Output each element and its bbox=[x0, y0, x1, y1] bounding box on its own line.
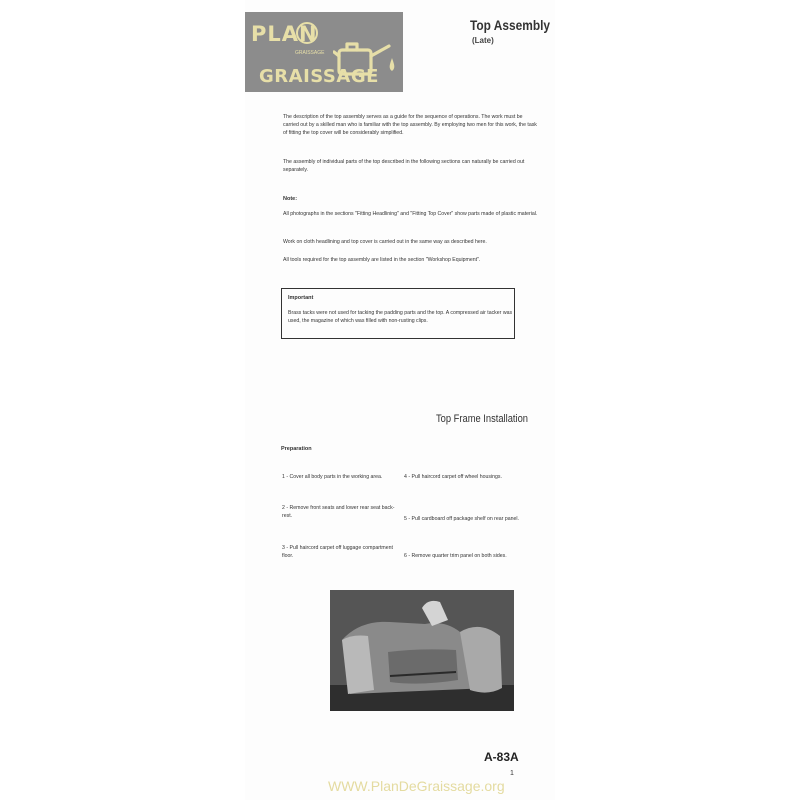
logo-tiny-text: GRAISSAGE bbox=[295, 50, 325, 56]
step-item: 2 - Remove front seats and lower rear seat back-rest. bbox=[282, 505, 395, 519]
note-paragraph-2: Work on cloth headlining and top cover is carried out in the same way as described here. bbox=[283, 239, 487, 245]
section-title: Top Frame Installation bbox=[436, 413, 528, 425]
page-code: A-83A bbox=[484, 750, 519, 764]
note-heading: Note: bbox=[283, 196, 298, 202]
page-number: 1 bbox=[510, 770, 514, 777]
important-heading: Important bbox=[288, 295, 314, 301]
vw-emblem-icon bbox=[296, 22, 318, 44]
assembly-paragraph: The assembly of individual parts of the top described in the following sections can naturally be carried out separately. bbox=[283, 159, 525, 173]
important-box bbox=[281, 288, 515, 339]
step-item: 4 - Pull haircord carpet off wheel housings. bbox=[404, 474, 502, 480]
site-logo bbox=[245, 12, 403, 92]
page-title: Top Assembly bbox=[470, 17, 551, 33]
website-watermark[interactable]: WWW.PlanDeGraissage.org bbox=[328, 778, 505, 794]
note-paragraph-3: All tools required for the top assembly are listed in the section "Workshop Equipment". bbox=[283, 257, 481, 263]
covered-car-illustration bbox=[330, 590, 514, 711]
logo-plan-text: PLAN bbox=[251, 22, 318, 46]
step-item: 3 - Pull haircord carpet off luggage compartment floor. bbox=[282, 545, 393, 559]
logo-graissage-text: GRAISSAGE bbox=[259, 66, 379, 87]
important-text: Brass tacks were not used for tacking the padding parts and the top. A compressed air tacker was used, the magazine of which was filled with non-rusting clips. bbox=[288, 310, 513, 324]
step-item: 1 - Cover all body parts in the working area. bbox=[282, 474, 383, 480]
note-paragraph-1: All photographs in the sections "Fitting Headlining" and "Fitting Top Cover" show parts made of plastic material. bbox=[283, 211, 538, 217]
step-item: 5 - Pull cardboard off package shelf on rear panel. bbox=[404, 516, 519, 522]
step-item: 6 - Remove quarter trim panel on both sides. bbox=[404, 553, 507, 559]
intro-paragraph: The description of the top assembly serves as a guide for the sequence of operations. The work must be carried out by a skilled man who is familiar with the top assembly. By employing two men for this work, the task of fitting the top cover will be considerably simplified. bbox=[283, 114, 537, 136]
page-subtitle: (Late) bbox=[472, 36, 494, 45]
oil-can-icon bbox=[333, 24, 399, 86]
preparation-heading: Preparation bbox=[281, 446, 312, 452]
car-photo bbox=[330, 590, 514, 711]
